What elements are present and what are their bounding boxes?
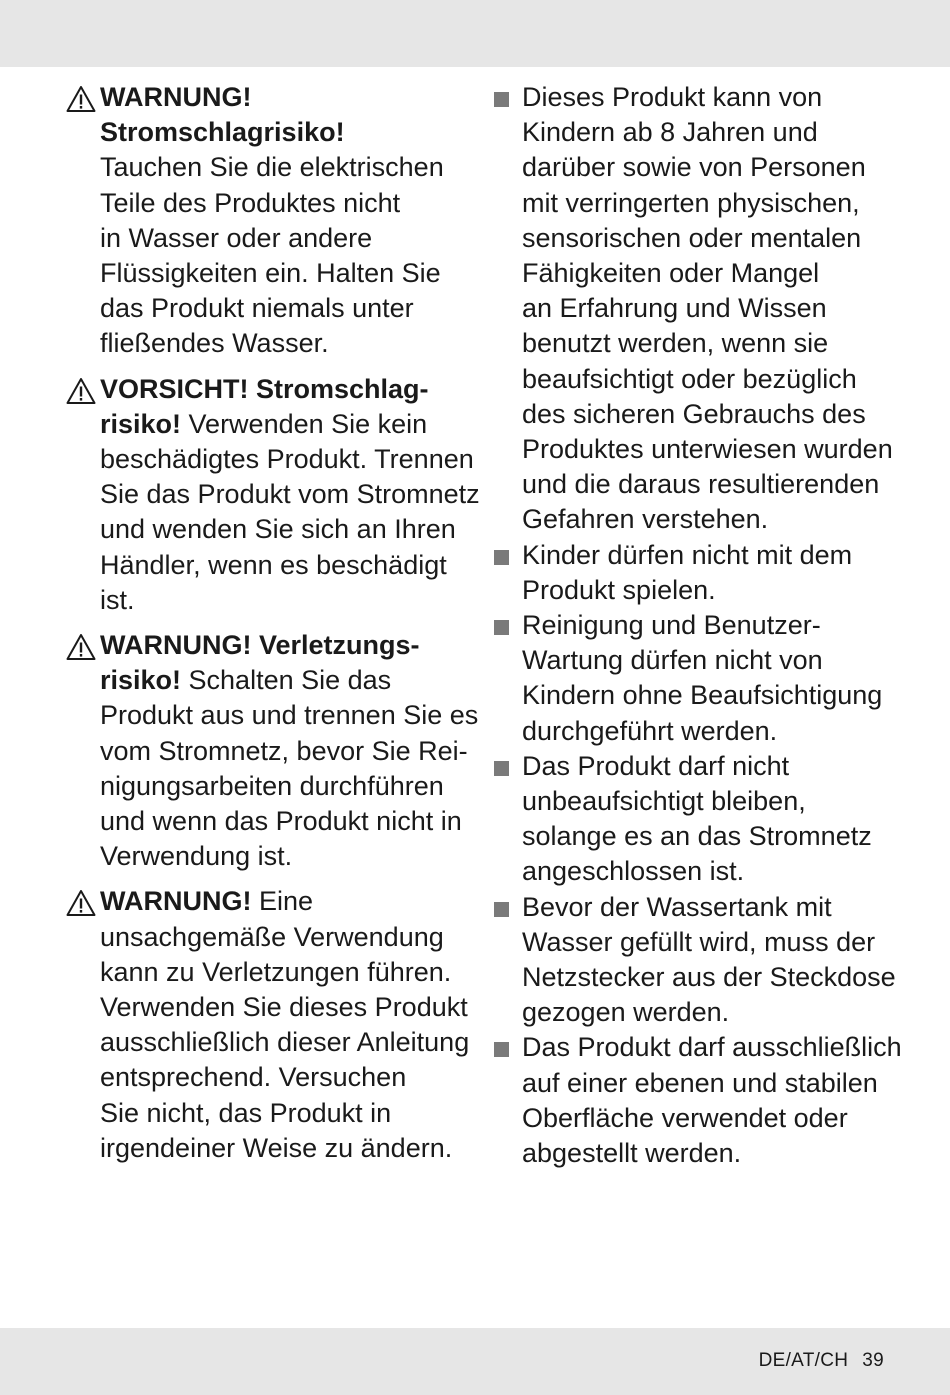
warning-line	[100, 628, 471, 663]
warning-text: Sie das Produkt vom Stromnetz	[100, 479, 480, 510]
warning-triangle-icon	[66, 633, 96, 661]
bullet-line: Das Produkt darf ausschließlich	[522, 1032, 902, 1063]
warning-line	[100, 548, 471, 583]
bullet-line: mit verringerten physischen,	[522, 187, 860, 218]
page-footer	[759, 1350, 884, 1372]
square-bullet-icon	[494, 761, 509, 776]
warning-line	[100, 442, 474, 477]
bullet-line: abgestellt werden.	[522, 1138, 742, 1169]
header-band	[0, 0, 950, 67]
warning-text: irgendeiner Weise zu ändern.	[100, 1132, 453, 1163]
bullet-line: Wasser gefüllt wird, muss der	[522, 926, 876, 957]
warning-line	[100, 221, 471, 256]
warning-line	[100, 583, 471, 618]
warning-block	[66, 372, 480, 618]
bullet-line: Wartung dürfen nicht von	[522, 645, 823, 676]
warning-triangle-icon	[66, 377, 96, 405]
warning-line	[100, 955, 471, 990]
warning-text: Teile des Produktes nicht	[100, 187, 401, 218]
warning-line	[100, 920, 471, 955]
bullet-line: beaufsichtigt oder bezüglich	[522, 363, 857, 394]
warning-text: nigungsarbeiten durchführen	[100, 770, 444, 801]
warning-text: beschädigtes Produkt. Trennen	[100, 444, 474, 475]
warning-text: Händler, wenn es beschädigt	[100, 549, 447, 580]
warning-text: Sie nicht, das Produkt in	[100, 1097, 392, 1128]
bullet-item	[494, 80, 894, 538]
warning-line	[100, 839, 471, 874]
bullet-line: sensorischen oder mentalen	[522, 222, 862, 253]
warning-text: das Produkt niemals unter	[100, 293, 414, 324]
warnings-column	[66, 80, 480, 1176]
bullet-line: Produktes unterwiesen wurden	[522, 434, 893, 465]
warning-text: fließendes Wasser.	[100, 328, 329, 359]
warning-heading: Stromschlagrisiko!	[100, 117, 345, 148]
warning-line	[100, 150, 471, 185]
page-number: 39	[862, 1350, 884, 1371]
bullet-line: Netzstecker aus der Steckdose	[522, 962, 896, 993]
warning-text: ist.	[100, 584, 135, 615]
bullet-item	[494, 749, 894, 890]
warning-block	[66, 628, 479, 874]
warning-line	[100, 80, 471, 115]
warning-text: Tauchen Sie die elektrischen	[100, 152, 444, 183]
bullet-line: des sicheren Gebrauchs des	[522, 398, 866, 429]
warning-line	[100, 291, 471, 326]
warning-text: und wenden Sie sich an Ihren	[100, 514, 456, 545]
warning-line	[100, 407, 471, 442]
bullet-line: an Erfahrung und Wissen	[522, 293, 827, 324]
warning-heading: WARNUNG!	[100, 886, 252, 917]
warning-text: in Wasser oder andere	[100, 222, 373, 253]
square-bullet-icon	[494, 92, 509, 107]
bullet-line: auf einer ebenen und stabilen	[522, 1067, 878, 1098]
bullet-line: Kindern ab 8 Jahren und	[522, 117, 818, 148]
bullet-line: durchgeführt werden.	[522, 715, 778, 746]
warning-heading: VORSICHT! Stromschlag-	[100, 373, 429, 404]
bullet-line: solange es an das Stromnetz	[522, 821, 872, 852]
warning-line	[100, 663, 471, 698]
warning-line	[100, 477, 480, 512]
warning-text: entsprechend. Versuchen	[100, 1062, 407, 1093]
bullet-item	[494, 1030, 902, 1171]
bullet-line: Reinigung und Benutzer-	[522, 610, 821, 641]
bullet-line: Fähigkeiten oder Mangel	[522, 258, 820, 289]
bullet-line: und die daraus resultierenden	[522, 469, 880, 500]
warning-heading: risiko!	[100, 665, 182, 696]
bullet-line: benutzt werden, wenn sie	[522, 328, 829, 359]
warning-line	[100, 326, 471, 361]
warning-block	[66, 884, 471, 1166]
footer-locale: DE/AT/CH	[758, 1350, 849, 1371]
warning-line	[100, 512, 471, 547]
warning-line	[100, 769, 471, 804]
warning-text: Schalten Sie das	[181, 665, 392, 696]
warning-line	[100, 115, 471, 150]
warning-text: Verwenden Sie kein	[181, 408, 428, 439]
warning-heading: WARNUNG!	[100, 82, 252, 112]
bullet-line: darüber sowie von Personen	[522, 152, 866, 183]
warning-triangle-icon	[66, 889, 96, 917]
warning-line	[100, 256, 471, 291]
warning-line	[100, 698, 479, 733]
bullet-line: Das Produkt darf nicht	[522, 750, 790, 781]
bullet-item	[494, 890, 894, 1031]
warning-line	[100, 372, 471, 407]
square-bullet-icon	[494, 1042, 509, 1057]
warning-text: Produkt aus und trennen Sie es	[100, 700, 479, 731]
warning-line	[100, 884, 471, 919]
bullet-line: Produkt spielen.	[522, 574, 716, 605]
warning-line	[100, 1131, 471, 1166]
square-bullet-icon	[494, 550, 509, 565]
bullet-line: Oberfläche verwendet oder	[522, 1102, 848, 1133]
warning-line	[100, 804, 471, 839]
warning-line	[100, 186, 471, 221]
square-bullet-icon	[494, 620, 509, 635]
warning-text: Eine	[251, 886, 314, 917]
bullet-line: Gefahren verstehen.	[522, 504, 769, 535]
warning-triangle-icon	[66, 85, 96, 113]
warning-text: vom Stromnetz, bevor Sie Rei-	[100, 735, 468, 766]
square-bullet-icon	[494, 902, 509, 917]
bullet-line: Kinder dürfen nicht mit dem	[522, 539, 853, 570]
warning-text: Verwendung ist.	[100, 841, 293, 872]
warning-line	[100, 990, 471, 1025]
bullet-line: Dieses Produkt kann von	[522, 82, 823, 112]
bullet-item	[494, 538, 894, 608]
warning-heading: risiko!	[100, 408, 182, 439]
warning-text: Flüssigkeiten ein. Halten Sie	[100, 258, 441, 289]
warning-text: und wenn das Produkt nicht in	[100, 806, 462, 837]
warning-text: unsachgemäße Verwendung	[100, 921, 444, 952]
warning-line	[100, 734, 471, 769]
bullet-line: Kindern ohne Beaufsichtigung	[522, 680, 883, 711]
warning-text: Verwenden Sie dieses Produkt	[100, 992, 468, 1023]
warning-text: ausschließlich dieser Anleitung	[100, 1027, 470, 1058]
warning-line	[100, 1025, 471, 1060]
warning-heading: WARNUNG! Verletzungs-	[100, 630, 420, 661]
bullet-line: gezogen werden.	[522, 997, 730, 1028]
warning-text: kann zu Verletzungen führen.	[100, 956, 452, 987]
bullet-item	[494, 608, 894, 749]
bullet-line: angeschlossen ist.	[522, 856, 745, 887]
warning-block	[66, 80, 471, 362]
bullet-line: unbeaufsichtigt bleiben,	[522, 786, 806, 817]
warning-line	[100, 1060, 471, 1095]
bullets-column	[494, 80, 902, 1171]
bullet-line: Bevor der Wassertank mit	[522, 891, 832, 922]
warning-line	[100, 1096, 471, 1131]
